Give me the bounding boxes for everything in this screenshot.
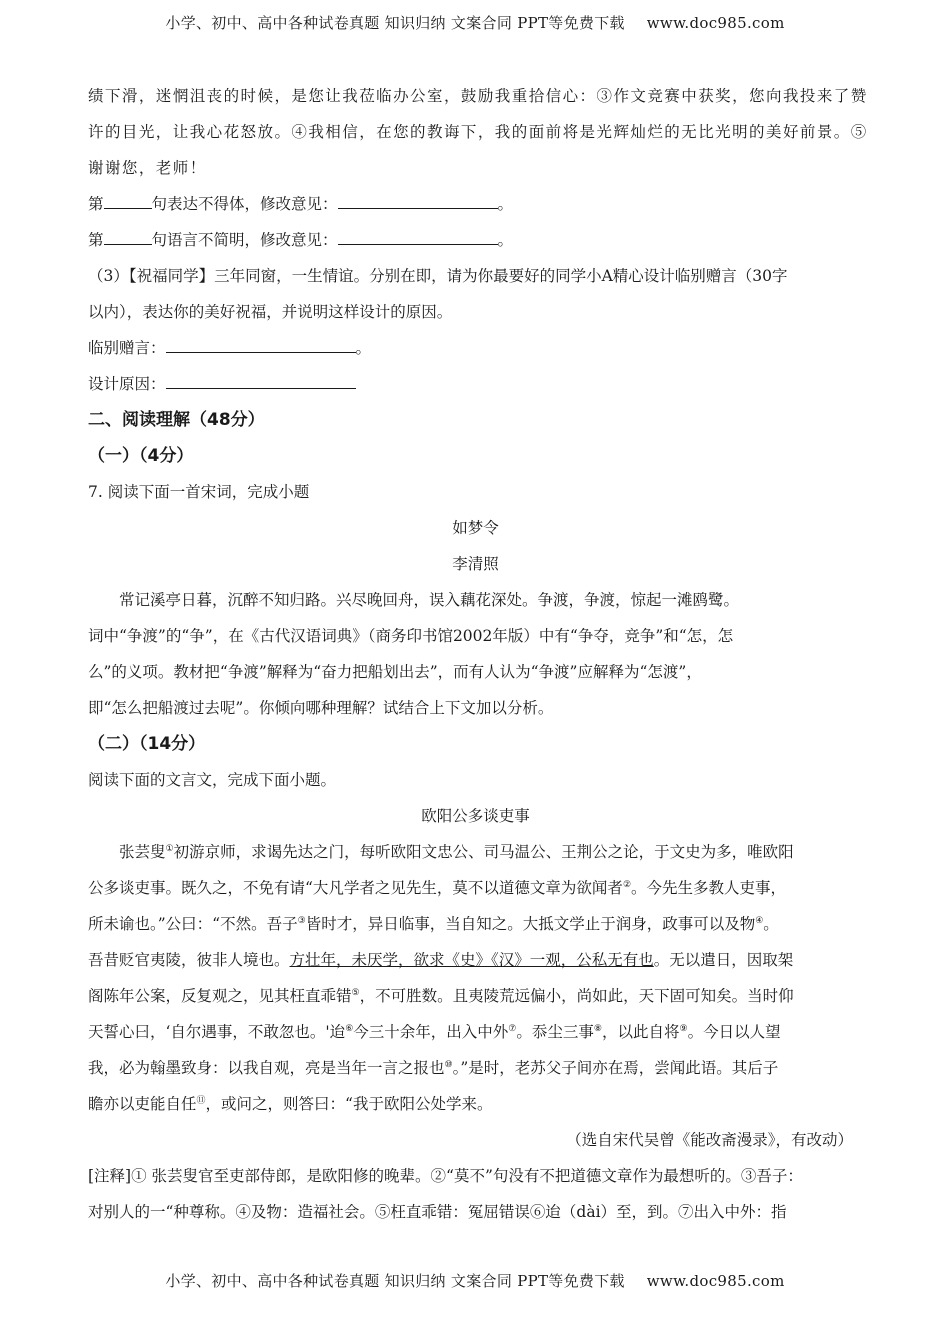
- essay-line: 阁陈年公案，反复观之，见其枉直乖错⑤，不可胜数。且夷陵荒远偏小，尚如此，天下固可知矣。当时仰: [88, 987, 794, 1005]
- footnote-mark: ⑩: [444, 1060, 453, 1070]
- question-part-3: （3）【祝福同学】三年同窗，一生情谊。分别在即，请为你最要好的同学小A精心设计临别赠言（30字: [88, 267, 788, 285]
- poem-author: 李清照: [452, 555, 499, 573]
- q6-text-line: 许的目光，让我心花怒放。④我相信，在您的教诲下，我的面前将是光辉灿烂的无比光明的美好前景。⑤: [88, 123, 868, 141]
- section-title: 二、阅读理解（48分）: [88, 410, 265, 430]
- document-body: [88, 86, 868, 1238]
- essay-title: 欧阳公多谈吏事: [421, 807, 530, 825]
- source-citation: （选自宋代吴曾《能改斋漫录》，有改动）: [566, 1131, 853, 1149]
- q6-text-line: 谢谢您，老师！: [88, 159, 207, 177]
- essay-line: 瞻亦以吏能自任⑪，或问之，则答曰：“我于欧阳公处学来。: [88, 1095, 493, 1113]
- q6-text-line: 绩下滑，迷惘沮丧的时候，是您让我莅临办公室，鼓励我重拾信心：③作文竞赛中获奖，您向我投来了赞: [88, 87, 868, 105]
- answer-blank[interactable]: [338, 230, 498, 245]
- answer-blank[interactable]: [338, 194, 498, 209]
- essay-line: 吾昔贬官夷陵，彼非人境也。方壮年，未厌学，欲求《史》《汉》一观，公私无有也。无以遣日，因取架: [88, 951, 794, 969]
- header-url[interactable]: www.doc985.com: [646, 14, 785, 32]
- header-text: 小学、初中、高中各种试卷真题 知识归纳 文案合同 PPT等免费下载: [165, 14, 625, 32]
- part-title: （一）（4分）: [88, 446, 194, 466]
- notes-line: [注释]① 张芸叟官至吏部侍郎，是欧阳修的晚辈。②“莫不”句没有不把道德文章作为最想听的。③吾子：: [88, 1167, 803, 1185]
- footnote-mark: ⑨: [679, 1024, 688, 1034]
- fill-blank-row-2: 第 句语言不简明，修改意见： 。: [88, 231, 514, 249]
- essay-line: 张芸叟①初游京师，求谒先达之门，每听欧阳文忠公、司马温公、王荆公之论，于文史为多，唯欧阳: [119, 843, 794, 861]
- question-prompt: 7. 阅读下面一首宋词，完成小题: [88, 483, 310, 501]
- part-title: （二）（14分）: [88, 734, 206, 754]
- gift-words-row: 临别赠言： 。: [88, 339, 372, 357]
- answer-blank[interactable]: [104, 230, 152, 245]
- footnote-mark: ⑪: [196, 1096, 206, 1106]
- poem-text: 常记溪亭日暮，沉醉不知归路。兴尽晚回舟，误入藕花深处。争渡，争渡，惊起一滩鸥鹭。: [119, 591, 740, 609]
- page-header: [0, 12, 950, 33]
- design-reason-row: 设计原因：: [88, 374, 863, 410]
- essay-line: 所未谕也。”公曰：“不然。吾子③皆时才，异日临事，当自知之。大抵文学止于润身，政事可以及物④。: [88, 915, 779, 933]
- essay-line: 公多谈吏事。既久之，不免有请“大凡学者之见先生，莫不以道德文章为欲闻者②。今先生多教人吏事，: [88, 879, 787, 897]
- question-part-3-cont: 以内），表达你的美好祝福，并说明这样设计的原因。: [88, 303, 453, 321]
- footnote-mark: ④: [755, 916, 764, 926]
- notes-line: 对别人的一“种尊称。④及物：造福社会。⑤枉直乖错：冤屈错误⑥迨（dài）至，到。⑦出入中外：指: [88, 1203, 787, 1221]
- footnote-mark: ⑧: [593, 1024, 602, 1034]
- question-text-line: 词中“争渡”的“争”，在《古代汉语词典》（商务印书馆2002年版）中有“争夺，竞争”和“怎，怎: [88, 627, 734, 645]
- essay-line: 我，必为翰墨致身：以我自观，亮是当年一言之报也⑩。”是时，老苏父子间亦在焉，尝闻此语。其后子: [88, 1059, 779, 1077]
- question-text-line: 么”的义项。教材把“争渡”解释为“奋力把船划出去”，而有人认为“争渡”应解释为“怎渡”，: [88, 663, 702, 681]
- essay-line: 天誓心曰，‘自尔遇事，不敢忽也。'迨⑥今三十余年，出入中外⑦。忝尘三事⑧，以此自将⑨。今日以人望: [88, 1023, 781, 1041]
- underlined-sentence: 方壮年，未厌学，欲求《史》《汉》一观，公私无有也: [289, 951, 654, 969]
- footnote-mark: ⑦: [508, 1024, 517, 1034]
- footnote-mark: ②: [622, 880, 632, 890]
- answer-blank[interactable]: [104, 194, 152, 209]
- question-prompt: 阅读下面的文言文，完成下面小题。: [88, 771, 337, 789]
- poem-title: 如梦令: [452, 519, 499, 537]
- answer-blank[interactable]: [166, 338, 356, 353]
- footer-url[interactable]: www.doc985.com: [646, 1272, 785, 1290]
- footnote-mark: ⑥: [345, 1024, 354, 1034]
- question-text-line: 即“怎么把船渡过去呢”。你倾向哪种理解？试结合上下文加以分析。: [88, 699, 554, 717]
- page-footer: [0, 1270, 950, 1291]
- fill-blank-row-1: 第 句表达不得体，修改意见： 。: [88, 195, 514, 213]
- footnote-mark: ⑤: [351, 988, 360, 998]
- footer-text: 小学、初中、高中各种试卷真题 知识归纳 文案合同 PPT等免费下载: [165, 1272, 625, 1290]
- footnote-mark: ③: [297, 916, 306, 926]
- footnote-mark: ①: [165, 844, 174, 854]
- answer-blank[interactable]: [166, 374, 356, 389]
